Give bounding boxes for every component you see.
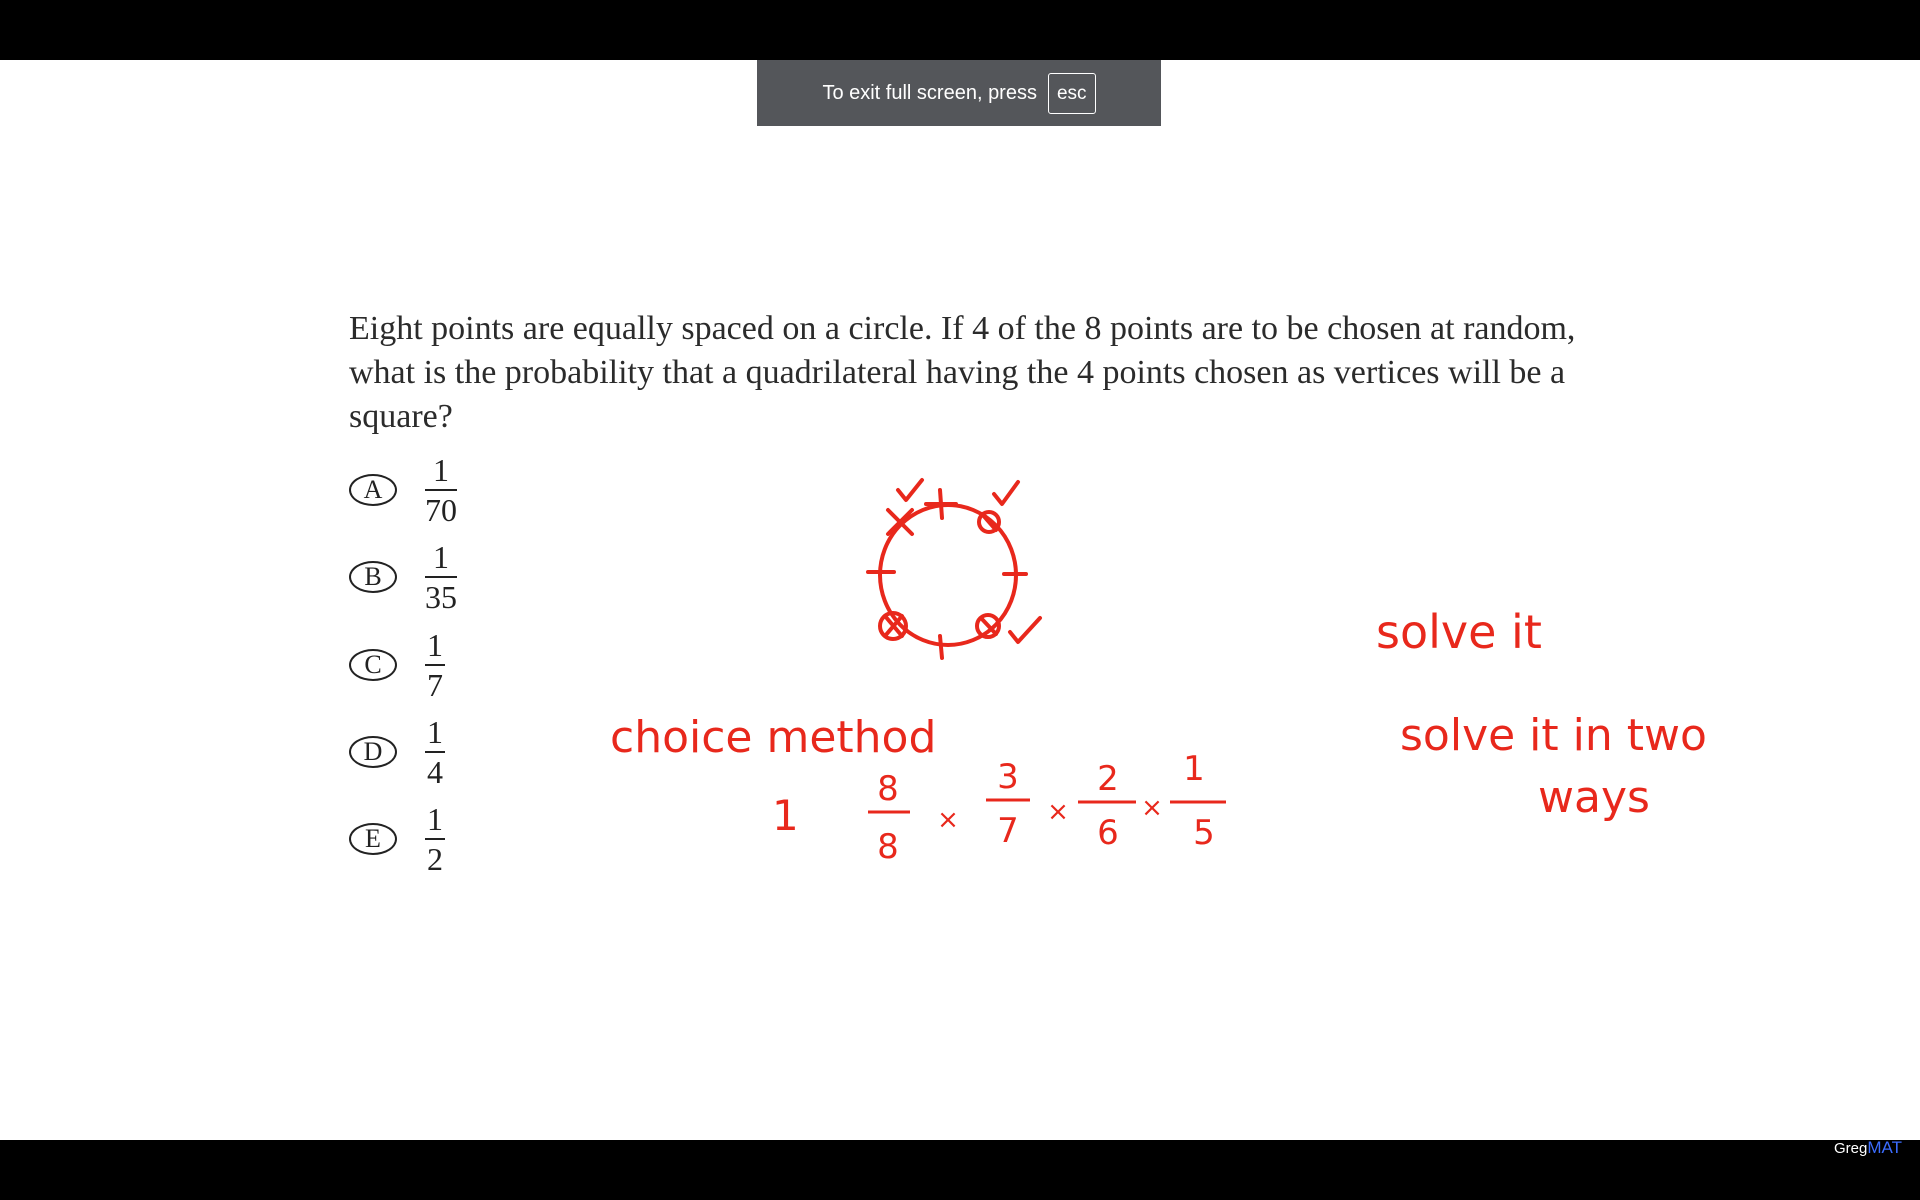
fraction-denominator: 2	[427, 841, 443, 877]
fraction-numerator: 1	[433, 539, 449, 575]
times-sign: ×	[1141, 793, 1163, 823]
fraction-numerator: 1	[433, 452, 449, 488]
choice-method-number: 1	[772, 791, 799, 840]
fraction-denominator: 6	[1097, 813, 1119, 853]
fraction-numerator: 3	[997, 757, 1019, 797]
times-sign: ×	[937, 805, 959, 835]
solve-it-two-ways-line2: ways	[1538, 772, 1650, 823]
circle-sketch	[868, 480, 1040, 658]
check-mark	[898, 480, 922, 500]
fraction-denominator: 7	[427, 667, 443, 703]
fraction-denominator: 8	[877, 827, 899, 867]
fraction-denominator: 5	[1193, 813, 1215, 853]
choice-letter: C	[349, 649, 397, 681]
times-sign: ×	[1047, 797, 1069, 827]
fraction-numerator: 8	[877, 769, 899, 809]
question-text: Eight points are equally spaced on a circle. If 4 of the 8 points are to be chosen at random, what is the probability that a quadrilateral having the 4 points chosen as vertices will be a square?	[349, 310, 1576, 435]
fullscreen-notice-text: To exit full screen, press	[822, 81, 1037, 104]
bottom-black-bar	[0, 1140, 1920, 1200]
logo-part2: MAT	[1867, 1138, 1902, 1157]
esc-key-badge[interactable]: esc	[1048, 73, 1096, 114]
fraction-denominator: 70	[425, 492, 457, 528]
choice-letter: E	[349, 823, 397, 855]
logo-part1: Greg	[1834, 1140, 1868, 1157]
gregmat-logo	[1834, 1138, 1902, 1158]
fraction-numerator: 1	[427, 627, 443, 663]
fraction-denominator: 4	[427, 754, 443, 790]
solve-it-note: solve it	[1376, 605, 1542, 659]
tick-mark	[940, 636, 942, 658]
check-mark	[1010, 618, 1040, 642]
choice-letter: B	[349, 561, 397, 593]
fraction-denominator: 7	[997, 811, 1019, 851]
fraction-numerator: 2	[1097, 759, 1119, 799]
choice-letter: A	[349, 474, 397, 506]
circle-outline	[880, 505, 1016, 645]
fraction-numerator: 1	[427, 801, 443, 837]
choice-method-label: choice method	[610, 712, 937, 763]
product-of-fractions	[868, 749, 1226, 867]
check-mark	[994, 482, 1018, 504]
fraction-numerator: 1	[427, 714, 443, 750]
top-black-bar	[0, 0, 1920, 60]
fraction-denominator: 35	[425, 579, 457, 615]
choice-letter: D	[349, 736, 397, 768]
video-frame	[0, 60, 1920, 1140]
handwritten-annotations	[0, 60, 1920, 1140]
fraction-numerator: 1	[1183, 749, 1205, 789]
solve-it-two-ways-line1: solve it in two	[1400, 710, 1707, 761]
